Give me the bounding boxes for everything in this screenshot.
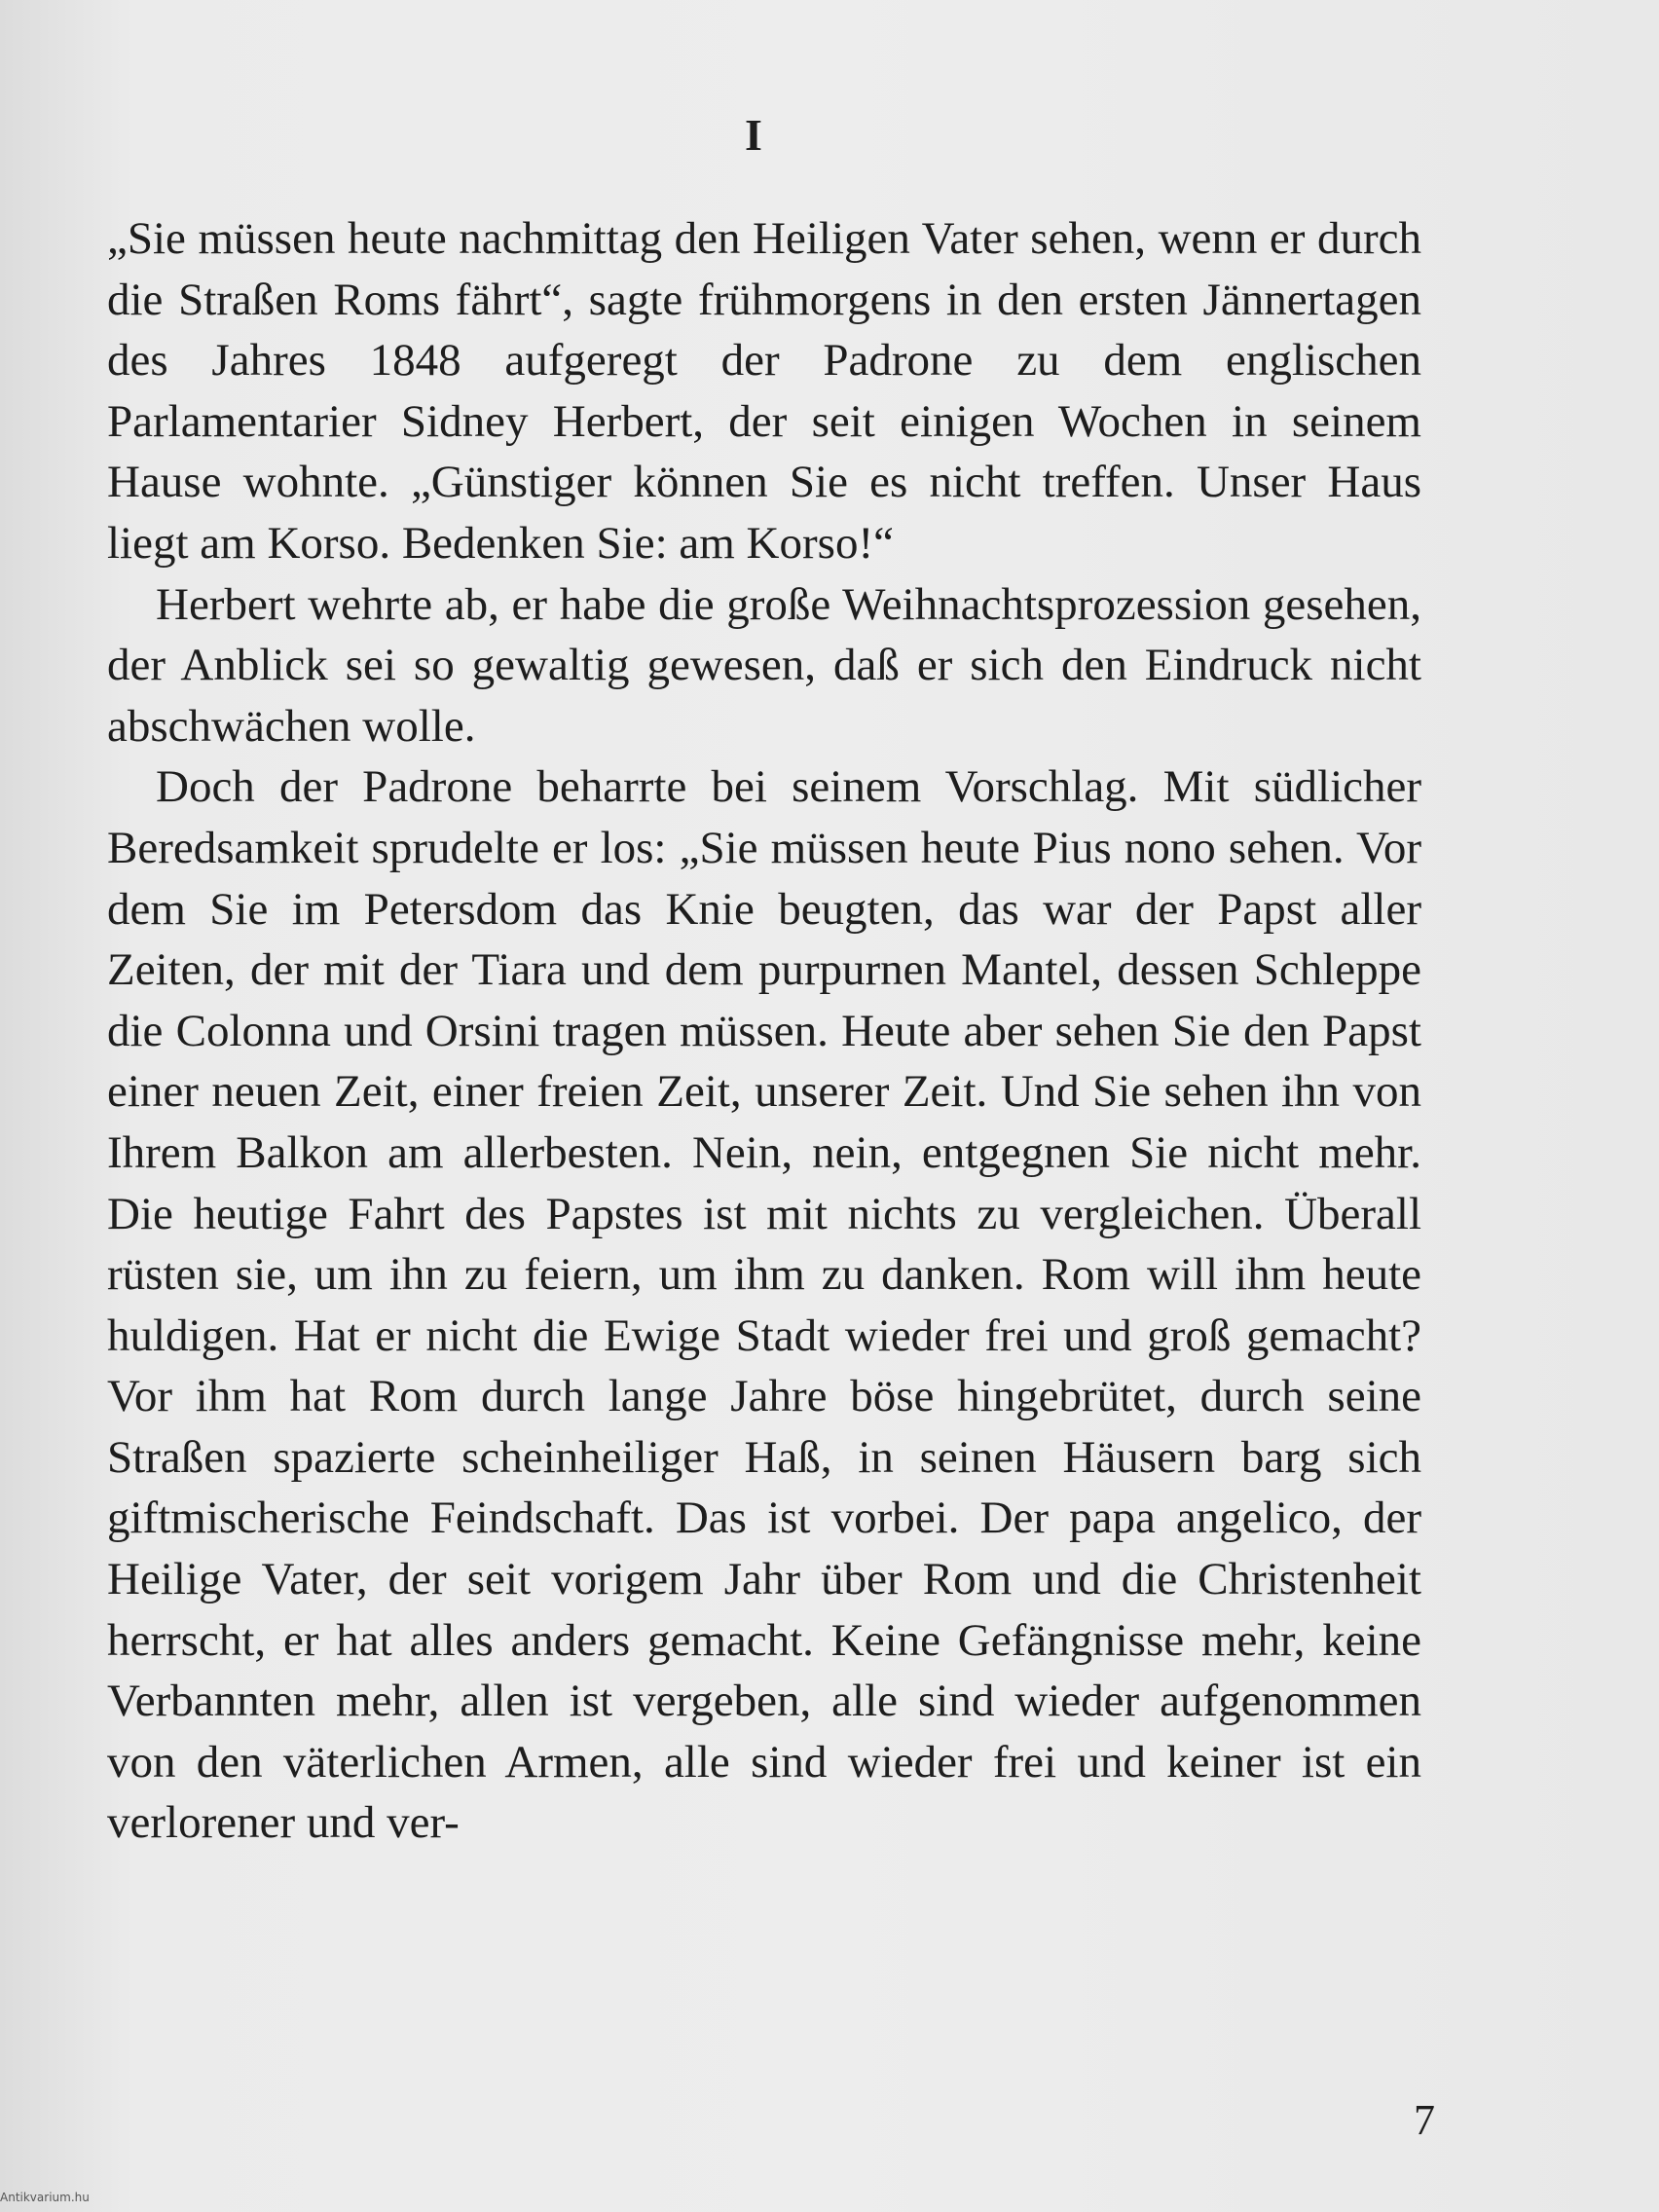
paragraph-2: Herbert wehrte ab, er habe die große Weihnachtsprozession gesehen, der Anblick sei so gewaltig gewesen, daß er sich den Eindruck nicht abschwächen wolle. (107, 578, 1421, 752)
paragraph-1: „Sie müssen heute nachmittag den Heiligen Vater sehen, wenn er durch die Straßen Roms fährt“, sagte frühmorgens in den ersten Jännertagen des Jahres 1848 aufgeregt der Padrone zu dem englischen Parlamentarier Sidney Herbert, der seit einigen Wochen in seinem Hause wohnte. „Günstiger können Sie es nicht treffen. Unser Haus liegt am Korso. Bedenken Sie: am Korso!“ (107, 213, 1421, 569)
body-text (107, 208, 1421, 1854)
chapter-number: I (745, 110, 762, 160)
watermark: Antikvarium.hu (0, 2191, 90, 2204)
paragraph-3: Doch der Padrone beharrte bei seinem Vorschlag. Mit südlicher Beredsamkeit sprudelte er los: „Sie müssen heute Pius nono sehen. Vor dem Sie im Petersdom das Knie beugten, das war der Papst aller Zeiten, der mit der Tiara und dem purpurnen Mantel, dessen Schleppe die Colonna und Orsini tragen müssen. Heute aber sehen Sie den Papst einer neuen Zeit, einer freien Zeit, unserer Zeit. Und Sie sehen ihn von Ihrem Balkon am allerbesten. Nein, nein, entgegnen Sie nicht mehr. Die heutige Fahrt des Papstes ist mit nichts zu vergleichen. Überall rüsten sie, um ihn zu feiern, um ihm zu danken. Rom will ihm heute huldigen. Hat er nicht die Ewige Stadt wieder frei und groß gemacht? Vor ihm hat Rom durch lange Jahre böse hingebrütet, durch seine Straßen spazierte scheinheiliger Haß, in seinen Häusern barg sich giftmischerische Feindschaft. Das ist vorbei. Der papa angelico, der Heilige Vater, der seit vorigem Jahr über Rom und die Christenheit herrscht, er hat alles anders gemacht. Keine Gefängnisse mehr, keine Verbannten mehr, allen ist vergeben, alle sind wieder aufgenommen von den väterlichen Armen, alle sind wieder frei und keiner ist ein verlorener und ver- (107, 761, 1421, 1849)
page-number: 7 (1414, 2096, 1435, 2144)
